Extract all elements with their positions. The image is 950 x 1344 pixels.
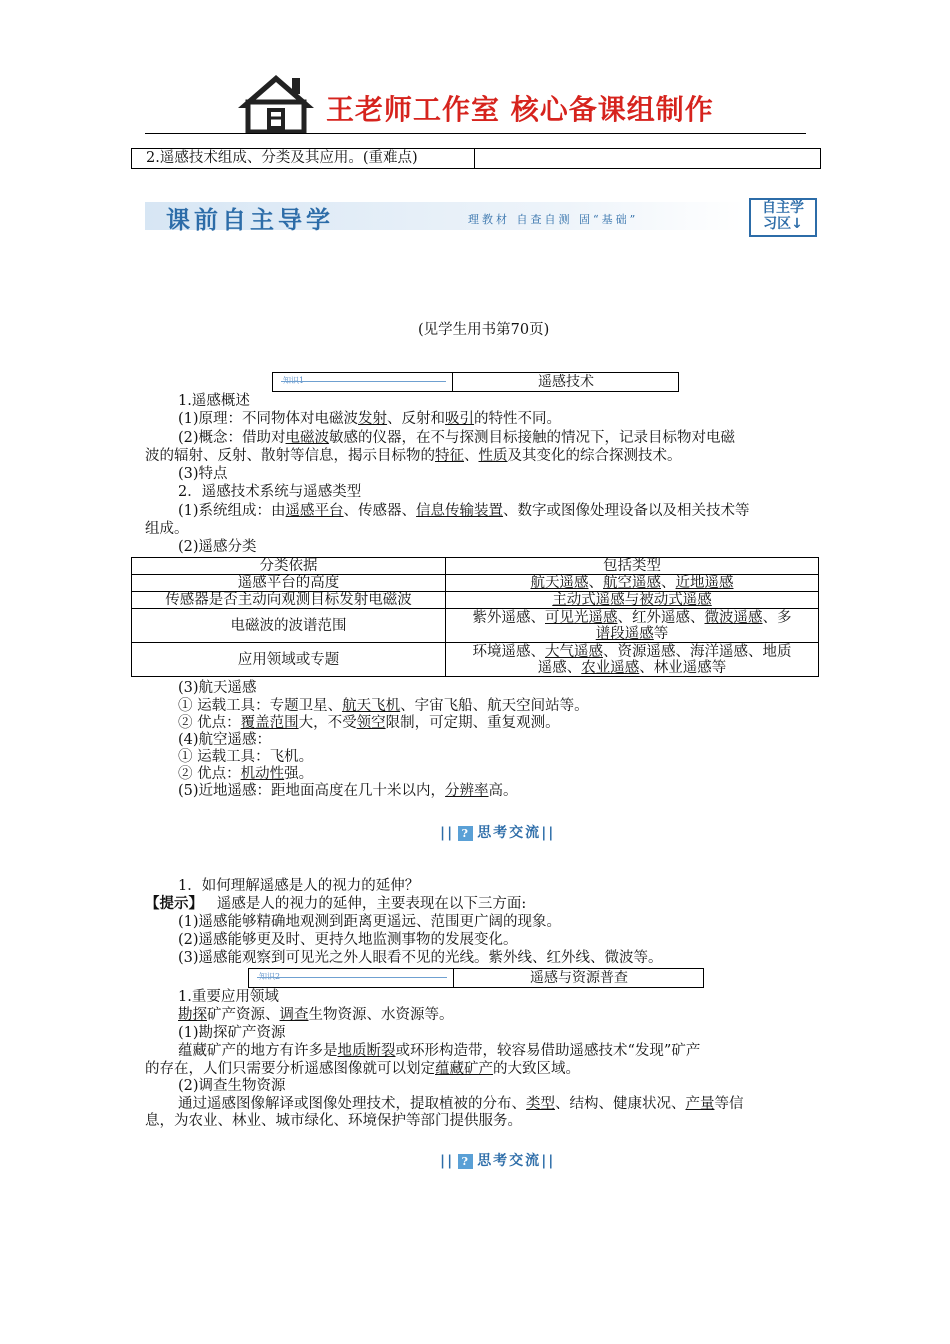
table-row: 电磁波的波谱范围 紫外遥感、可见光遥感、红外遥感、微波遥感、多 谱段遥感等 [132, 609, 819, 643]
s2-p2a: 蕴藏矿产的地方有许多是地质断裂或环形构造带，较容易借助遥感技术“发现”矿产 [178, 1043, 701, 1059]
think-exchange-heading-1: || ? 思考交流|| [440, 825, 556, 841]
aviation-h3: (3)航天遥感 [178, 680, 257, 696]
objective-divider [474, 149, 475, 168]
banner-badge [749, 198, 817, 237]
think-exchange-heading-2: || ? 思考交流|| [440, 1153, 556, 1169]
table-row: 传感器是否主动向观测目标发射电磁波 主动式遥感与被动式遥感 [132, 592, 819, 609]
qa-tip: 【提示】 遥感是人的视力的延伸，主要表现在以下三方面: [145, 895, 527, 912]
s2-p1: 勘探矿产资源、调查生物资源、水资源等。 [178, 1007, 454, 1023]
table-header-row [132, 558, 819, 575]
s1-p4b: 组成。 [145, 521, 189, 537]
aviation-b1: ① 运载工具：飞机。 [178, 749, 314, 765]
qa-t3: (3)遥感能观察到可见光之外人眼看不见的光线。紫外线、红外线、微波等。 [178, 950, 663, 966]
aviation-h4: (4)航空遥感： [178, 732, 272, 748]
qa-t2: (2)遥感能够更及时、更持久地监测事物的发展变化。 [178, 932, 518, 948]
aviation-a1: ① 运载工具：专题卫星、航天飞机、宇宙飞船、航天空间站等。 [178, 698, 589, 714]
question-icon: ? [458, 826, 473, 841]
banner-subtitle: 理教材 自查自测 固“基础” [468, 213, 639, 226]
section2-label: 遥感与资源普查 [453, 969, 704, 987]
s2-p2b: 的存在，人们只需要分析遥感图像就可以划定蕴藏矿产的大致区域。 [145, 1061, 580, 1077]
objective-cell: 2.遥感技术组成、分类及其应用。(重难点) [146, 150, 418, 166]
objective-table [131, 148, 821, 169]
s2-h3: (2)调查生物资源 [178, 1078, 286, 1094]
s2-p3a: 通过遥感图像解译或图像处理技术，提取植被的分布、类型、结构、健康状况、产量等信 [178, 1096, 744, 1112]
s2-h2: (1)勘探矿产资源 [178, 1025, 286, 1041]
s1-p1: (1)原理：不同物体对电磁波发射、反射和吸引的特性不同。 [178, 411, 562, 427]
page-reference: (见学生用书第70页) [418, 322, 550, 338]
header-rule [145, 133, 806, 134]
s2-p3b: 息，为农业、林业、城市绿化、环境保护等部门提供服务。 [145, 1113, 522, 1129]
s1-p2b: 波的辐射、反射、散射等信息，揭示目标物的特征、性质及其变化的综合探测技术。 [145, 448, 682, 464]
table-header-types: 包括类型 [446, 558, 819, 575]
section1-box [272, 372, 679, 392]
table-row: 应用领域或专题 环境遥感、大气遥感、资源遥感、海洋遥感、地质 遥感、农业遥感、林业遥感等 [132, 643, 819, 677]
s1-p5: (2)遥感分类 [178, 539, 257, 555]
section2-arrow [257, 977, 447, 978]
classification-table [131, 557, 819, 677]
question-icon: ? [458, 1154, 473, 1169]
section2-box [248, 968, 704, 988]
aviation-h5: (5)近地遥感：距地面高度在几十米以内，分辨率高。 [178, 783, 518, 799]
house-logo-icon [236, 72, 316, 134]
s1-p2a: (2)概念：借助对电磁波敏感的仪器，在不与探测目标接触的情况下，记录目标物对电磁 [178, 430, 736, 446]
s1-h2: 2．遥感技术系统与遥感类型 [178, 484, 362, 500]
table-header-basis: 分类依据 [132, 558, 446, 575]
s1-h1: 1.遥感概述 [178, 393, 250, 409]
s1-p4a: (1)系统组成：由遥感平台、传感器、信息传输装置、数字或图像处理设备以及相关技术等 [178, 503, 750, 519]
qa-t1: (1)遥感能够精确地观测到距离更遥远、范围更广阔的现象。 [178, 914, 562, 930]
section1-arrow [281, 381, 446, 382]
table-row: 遥感平台的高度 航天遥感、航空遥感、近地遥感 [132, 575, 819, 592]
aviation-a2: ② 优点：覆盖范围大，不受领空限制，可定期、重复观测。 [178, 715, 560, 731]
badge-line1: 自主学 [762, 200, 804, 216]
studio-title: 王老师工作室 核心备课组制作 [326, 93, 714, 126]
s1-p3: (3)特点 [178, 466, 228, 482]
qa-question: 1．如何理解遥感是人的视力的延伸？ [178, 878, 420, 894]
badge-line2: 习区↓ [763, 216, 803, 232]
aviation-b2: ② 优点：机动性强。 [178, 766, 314, 782]
s2-h1: 1.重要应用领域 [178, 989, 279, 1005]
banner-title: 课前自主导学 [166, 206, 334, 234]
section1-label: 遥感技术 [452, 373, 679, 391]
